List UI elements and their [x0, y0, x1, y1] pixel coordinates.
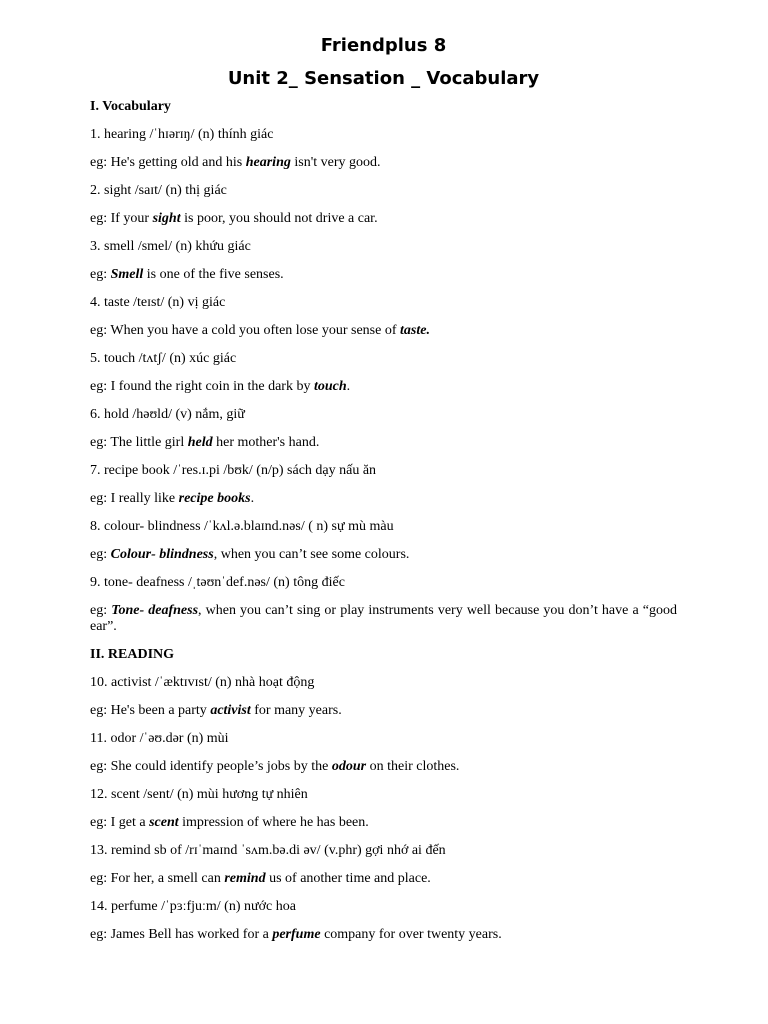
entry-example: [90, 547, 677, 563]
example-text: eg: The little girl: [90, 435, 188, 450]
example-keyword: hearing: [245, 155, 291, 170]
entry-example: [90, 491, 677, 507]
entry-term: 5. touch /tʌtʃ/ (n) xúc giác: [90, 351, 237, 366]
example-text: , when you can’t see some colours.: [213, 547, 410, 562]
entry-example: [90, 927, 677, 943]
example-text: eg: He's been a party: [90, 703, 211, 718]
example-keyword: activist: [210, 703, 251, 718]
entry-term: 6. hold /həʊld/ (v) nắm, giữ: [90, 407, 245, 422]
entry-term: 3. smell /smel/ (n) khứu giác: [90, 239, 251, 254]
entry-term: 8. colour- blindness /ˈkʌl.ə.blaɪnd.nəs/ ( n) sự mù màu: [90, 519, 394, 534]
example-keyword: held: [187, 435, 213, 450]
example-text: , when you can’t sing or play instruments very well because you don’t have a “good ear”.: [90, 603, 677, 634]
entry-term: 9. tone- deafness /ˌtəʊnˈdef.nəs/ (n) tông điếc: [90, 575, 345, 590]
document-title: Friendplus 8: [320, 35, 447, 56]
entry-term: 11. odor /ˈəʊ.dər (n) mùi: [90, 731, 229, 746]
example-keyword: recipe books: [178, 491, 251, 506]
entry-example: [90, 379, 677, 395]
example-text: her mother's hand.: [212, 435, 320, 450]
entry-example: [90, 211, 677, 227]
example-keyword: touch: [313, 379, 347, 394]
entry: [90, 731, 677, 775]
entry-term: 13. remind sb of /rɪˈmaɪnd ˈsʌm.bə.di əv/ (v.phr) gợi nhớ ai đến: [90, 843, 446, 858]
entry: [90, 183, 677, 227]
example-text: .: [250, 491, 255, 506]
example-keyword: taste.: [400, 323, 430, 338]
example-keyword: remind: [224, 871, 266, 886]
entry: [90, 351, 677, 395]
example-text: eg: James Bell has worked for a: [90, 927, 273, 942]
example-text: is poor, you should not drive a car.: [180, 211, 378, 226]
entry-example: [90, 323, 677, 339]
example-text: .: [346, 379, 351, 394]
entry-example: [90, 267, 677, 283]
entry: [90, 407, 677, 451]
entry-example: [90, 703, 677, 719]
entry-term: 12. scent /sent/ (n) mùi hương tự nhiên: [90, 787, 308, 802]
example-text: is one of the five senses.: [143, 267, 284, 282]
example-text: on their clothes.: [366, 759, 460, 774]
entry-example: [90, 759, 677, 775]
entry: [90, 843, 677, 887]
entry-example: [90, 815, 677, 831]
entry: [90, 519, 677, 563]
entry: [90, 239, 677, 283]
entry-example: [90, 871, 677, 887]
example-keyword: odour: [331, 759, 367, 774]
section-heading-reading: II. READING: [90, 647, 175, 662]
example-text: us of another time and place.: [265, 871, 431, 886]
example-keyword: sight: [152, 211, 181, 226]
example-text: impression of where he has been.: [178, 815, 369, 830]
example-text: eg: If your: [90, 211, 153, 226]
entry-term: 1. hearing /ˈhɪərɪŋ/ (n) thính giác: [90, 127, 274, 142]
entry: [90, 127, 677, 171]
section-heading-vocabulary: I. Vocabulary: [90, 99, 171, 114]
example-text: eg: I really like: [90, 491, 179, 506]
entry: [90, 575, 677, 635]
example-text: eg: For her, a smell can: [90, 871, 225, 886]
entry-term: 10. activist /ˈæktɪvɪst/ (n) nhà hoạt động: [90, 675, 315, 690]
example-text: company for over twenty years.: [320, 927, 502, 942]
entry-term: 2. sight /saɪt/ (n) thị giác: [90, 183, 227, 198]
example-keyword: scent: [149, 815, 179, 830]
example-keyword: perfume: [272, 927, 321, 942]
entry-example: [90, 603, 677, 635]
example-text: eg: I found the right coin in the dark by: [90, 379, 314, 394]
example-keyword: Tone- deafness: [111, 603, 199, 618]
entry-example: [90, 435, 677, 451]
entry: [90, 295, 677, 339]
example-text: eg: When you have a cold you often lose your sense of: [90, 323, 400, 338]
entry-term: 14. perfume /ˈpɜːfjuːm/ (n) nước hoa: [90, 899, 296, 914]
entry: [90, 787, 677, 831]
document-subtitle: Unit 2_ Sensation _ Vocabulary: [227, 68, 540, 89]
entry-term: 4. taste /teɪst/ (n) vị giác: [90, 295, 226, 310]
example-text: isn't very good.: [290, 155, 381, 170]
entry: [90, 899, 677, 943]
example-text: for many years.: [250, 703, 342, 718]
example-text: eg:: [90, 267, 111, 282]
entry-term: 7. recipe book /ˈres.ɪ.pi /bʊk/ (n/p) sách dạy nấu ăn: [90, 463, 377, 478]
example-text: eg: She could identify people’s jobs by the: [90, 759, 332, 774]
example-text: eg: He's getting old and his: [90, 155, 246, 170]
entry-example: [90, 155, 677, 171]
example-text: eg:: [90, 547, 111, 562]
document-page: [90, 34, 677, 955]
entry: [90, 675, 677, 719]
example-keyword: Smell: [110, 267, 144, 282]
entry: [90, 463, 677, 507]
example-text: eg: I get a: [90, 815, 150, 830]
example-keyword: Colour- blindness: [110, 547, 214, 562]
example-text: eg:: [90, 603, 112, 618]
